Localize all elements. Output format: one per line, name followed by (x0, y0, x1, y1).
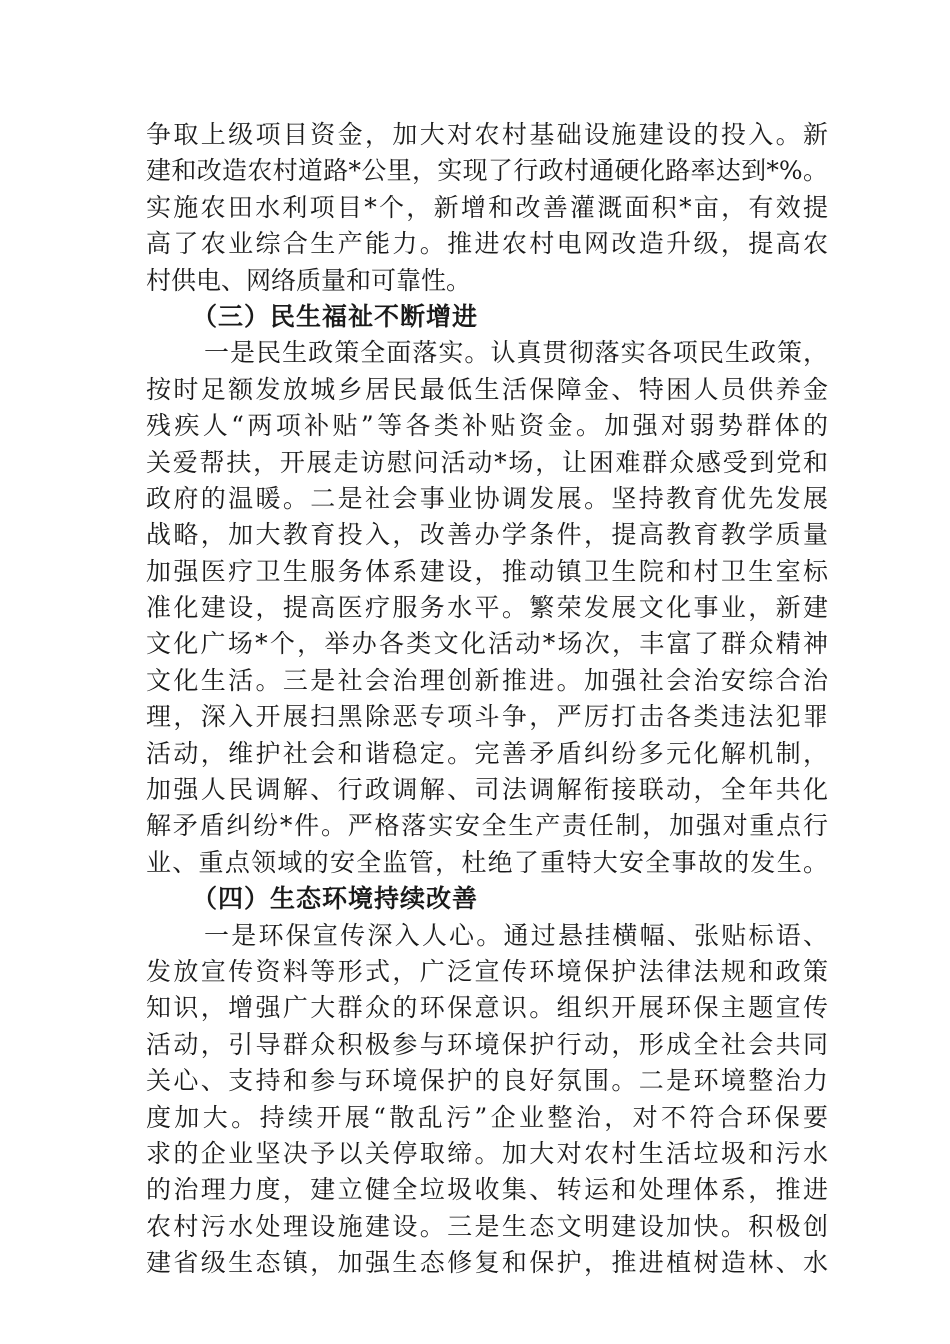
text-line: 农村污水处理设施建设。三是生态文明建设加快。积极创 (146, 1211, 828, 1241)
text-line: 高了农业综合生产能力。推进农村电网改造升级，提高农 (146, 229, 828, 259)
text-line: 求的企业坚决予以关停取缔。加大对农村生活垃圾和污水 (146, 1138, 828, 1168)
text-line: 准化建设，提高医疗服务水平。繁荣发展文化事业，新建 (146, 593, 828, 623)
text-line: 残疾人“两项补贴”等各类补贴资金。加强对弱势群体的 (146, 411, 828, 441)
text-line: 业、重点领域的安全监管，杜绝了重特大安全事故的发生。 (146, 847, 828, 877)
section-heading: （三）民生福祉不断增进 (192, 301, 479, 331)
text-line: 政府的温暖。二是社会事业协调发展。坚持教育优先发展 (146, 483, 828, 513)
text-line: 一是民生政策全面落实。认真贯彻落实各项民生政策， (204, 338, 828, 368)
text-line: 解矛盾纠纷*件。严格落实安全生产责任制，加强对重点行 (146, 811, 828, 841)
text-line: 加强人民调解、行政调解、司法调解衔接联动，全年共化 (146, 775, 828, 805)
text-line: 理，深入开展扫黑除恶专项斗争，严厉打击各类违法犯罪 (146, 702, 828, 732)
section-heading: （四）生态环境持续改善 (192, 884, 479, 914)
text-line: 加强医疗卫生服务体系建设，推动镇卫生院和村卫生室标 (146, 556, 828, 586)
text-line: 关心、支持和参与环境保护的良好氛围。二是环境整治力 (146, 1066, 828, 1096)
text-line: 建省级生态镇，加强生态修复和保护，推进植树造林、水 (146, 1248, 828, 1278)
document-page (146, 117, 828, 1282)
text-line: 发放宣传资料等形式，广泛宣传环境保护法律法规和政策 (146, 956, 828, 986)
text-line: 关爱帮扶，开展走访慰问活动*场，让困难群众感受到党和 (146, 447, 828, 477)
text-line: 建和改造农村道路*公里，实现了行政村通硬化路率达到*%。 (146, 156, 828, 186)
text-line: 的治理力度，建立健全垃圾收集、转运和处理体系，推进 (146, 1175, 828, 1205)
text-line: 村供电、网络质量和可靠性。 (146, 265, 472, 295)
text-line: 活动，引导群众积极参与环境保护行动，形成全社会共同 (146, 1029, 828, 1059)
text-line: 按时足额发放城乡居民最低生活保障金、特困人员供养金 (146, 374, 828, 404)
text-line: 文化广场*个，举办各类文化活动*场次，丰富了群众精神 (146, 629, 828, 659)
text-line: 战略，加大教育投入，改善办学条件，提高教育教学质量 (146, 520, 828, 550)
text-line: 知识，增强广大群众的环保意识。组织开展环保主题宣传 (146, 993, 828, 1023)
text-line: 一是环保宣传深入人心。通过悬挂横幅、张贴标语、 (204, 920, 828, 950)
text-line: 活动，维护社会和谐稳定。完善矛盾纠纷多元化解机制， (146, 738, 828, 768)
text-line: 争取上级项目资金，加大对农村基础设施建设的投入。新 (146, 120, 828, 149)
text-line: 实施农田水利项目*个，新增和改善灌溉面积*亩，有效提 (146, 192, 828, 222)
text-line: 度加大。持续开展“散乱污”企业整治，对不符合环保要 (146, 1102, 828, 1132)
text-line: 文化生活。三是社会治理创新推进。加强社会治安综合治 (146, 665, 828, 695)
